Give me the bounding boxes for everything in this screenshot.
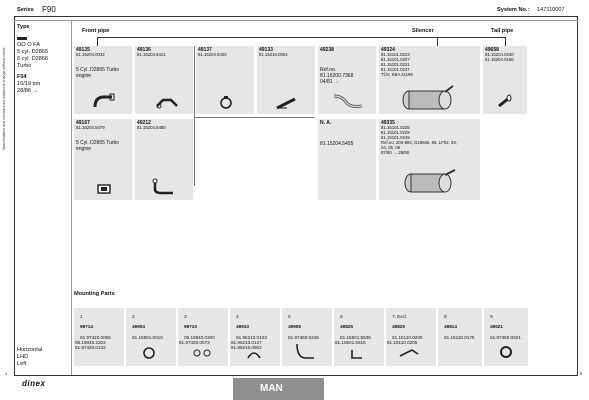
washers-icon <box>192 348 212 358</box>
part-ref: 81.15210.0054 <box>259 52 288 57</box>
mount-number: 49814 <box>444 324 457 330</box>
mount-refs: 81.96210.0103 81.96210.0127 81.96210.0902 <box>231 334 267 350</box>
mount-label <box>387 309 422 350</box>
part-desc: 5 Cyl. D2865 Turbo engine <box>76 140 120 152</box>
mount-card-49621[interactable] <box>484 308 528 366</box>
mount-card-49814[interactable] <box>438 308 482 366</box>
part-ref: 81.15204.5480 <box>137 125 166 130</box>
part-number: 49135 <box>76 47 90 53</box>
tail-pipe-heading: Tail pipe <box>491 28 514 34</box>
part-card-49137[interactable] <box>196 46 254 114</box>
model-line-1: 28/86 → <box>17 88 39 94</box>
bracket-icon <box>275 96 297 110</box>
mount-refs: 81.15501.5536 81.15501.5516 <box>335 334 371 345</box>
mount-number: 49904 <box>132 324 145 330</box>
clamp-icon <box>218 96 234 110</box>
band-clamp-icon <box>498 344 514 360</box>
part-number: N. A. <box>320 120 332 126</box>
page-right-number: 5 <box>580 371 583 376</box>
mount-refs: 81.15501.0010 <box>132 334 163 340</box>
clamp-icon <box>246 348 262 362</box>
part-number: 49133 <box>259 47 273 53</box>
series-value: F90 <box>42 5 56 14</box>
left-border <box>14 16 15 376</box>
bottom-border <box>14 375 578 376</box>
mount-index: 3 <box>184 314 187 320</box>
part-desc: 5 Cyl. D2865 Turbo engine <box>76 67 120 79</box>
type-line-3: Turbo <box>17 63 32 69</box>
part-card-49324[interactable] <box>379 46 480 114</box>
part-number: 49167 <box>76 120 90 126</box>
mount-refs: 81.97460.5245 <box>288 334 319 340</box>
tail-connector <box>437 37 505 38</box>
mount-refs: 81.97460.0021 <box>490 334 521 340</box>
part-ref: 81.15101.0223 81.15101.0207 81.15101.0231 81.15101.0247 TÜV, KBA 21199 <box>381 52 413 77</box>
strap-icon <box>294 342 316 362</box>
part-ref: 81.15101.0225 81.15101.0229 81.15101.0249 Ref.no. 206-884, D28665, 86, LF02, 03, 04, 05, 06 07/80 → 28/90 <box>381 125 457 155</box>
mount-card-49905[interactable] <box>282 308 332 366</box>
part-card-49133[interactable] <box>257 46 315 114</box>
flange-icon <box>96 183 112 195</box>
mount-label <box>127 309 163 345</box>
tail-drop <box>505 37 506 46</box>
mounting-parts-heading: Mounting Parts <box>74 291 115 297</box>
mount-label <box>439 309 474 345</box>
system-value: 147110007 <box>537 7 565 13</box>
silencer-heading: Silencer <box>412 28 434 34</box>
mount-label <box>485 309 521 345</box>
part-ref: 81.15204.0230 81.15204.0186 <box>485 52 514 62</box>
right-border <box>577 16 578 376</box>
part-ref: 81.15204.5420 <box>198 52 227 57</box>
system-label: System No.: <box>497 7 530 13</box>
front-connector <box>97 37 437 38</box>
model-heading: F04 <box>17 74 27 80</box>
mount-number: 49825 <box>340 324 353 330</box>
silencer-icon <box>399 84 455 112</box>
mount-card-49826[interactable] <box>386 308 436 366</box>
mount-index: 1 <box>80 314 83 320</box>
mount-label <box>283 309 319 345</box>
top-border <box>14 16 578 17</box>
page-left-number: 1 <box>5 371 8 376</box>
curved-pipe-icon <box>332 92 364 110</box>
type-heading: Type <box>17 24 30 30</box>
model-line-0: 16/19 ton <box>17 81 41 87</box>
mount-index: 6 <box>340 314 343 320</box>
series-label: Series <box>17 7 34 13</box>
mount-index: 7. Excl. <box>392 314 408 320</box>
mount-refs: 06.19940.0300 81.97420.0073 <box>179 334 215 345</box>
mount-label <box>335 309 371 350</box>
part-number: 49335 <box>381 120 395 126</box>
bracket-icon <box>350 348 364 360</box>
part-desc: Ref.no. 81.15200.7368 04/81 → <box>320 67 354 85</box>
mount-index: 2 <box>132 314 135 320</box>
brand-logo: dinex <box>22 379 46 388</box>
mount-card-49910[interactable] <box>230 308 280 366</box>
front-drop-1 <box>97 37 98 46</box>
side-line: Left <box>17 361 27 367</box>
part-ref: 81.15204.0032 <box>76 52 105 57</box>
mount-card-49825[interactable] <box>334 308 384 366</box>
orientation-line: Horizontal <box>17 347 43 353</box>
mount-label <box>75 309 111 355</box>
hanger-icon <box>398 346 420 360</box>
mount-number: 99714 <box>80 324 93 330</box>
mount-refs: 81.97420.0065 06.19045.2203 81.97420.0132 <box>75 334 111 350</box>
part-card-49658[interactable] <box>483 46 527 114</box>
mount-refs: 81.15110.0200 81.15110.0205 <box>387 334 423 345</box>
drive-line: LHD <box>17 354 29 360</box>
mount-index: 8 <box>444 314 447 320</box>
elbow-pipe-icon <box>151 177 177 197</box>
part-number: 49212 <box>137 120 151 126</box>
part-card-49135[interactable] <box>74 46 132 114</box>
part-ref: 81.15204.5421 <box>137 52 166 57</box>
mount-number: 49910 <box>236 324 249 330</box>
part-number: 49238 <box>320 47 334 53</box>
part-ref: 81.15204.5479 <box>76 125 105 130</box>
part-card-49335[interactable] <box>379 119 480 200</box>
mount-card-49904[interactable] <box>126 308 176 366</box>
part-card-na[interactable] <box>318 119 376 200</box>
mount-refs: 81.15110.0175 <box>444 334 475 340</box>
header-underline <box>14 20 578 21</box>
ring-icon <box>142 346 156 360</box>
part-card-49212[interactable] <box>135 119 193 200</box>
mount-index: 9 <box>490 314 493 320</box>
mount-label <box>179 309 215 350</box>
silencer-drop <box>437 37 438 46</box>
part-number: 49136 <box>137 47 151 53</box>
type-line-2: 6 cyl. D2866 <box>17 56 49 62</box>
part-card-49136[interactable] <box>135 46 193 114</box>
make-label: MAN <box>260 383 283 394</box>
part-number: 49137 <box>198 47 212 53</box>
bent-pipe-icon <box>92 93 116 111</box>
part-number: 49658 <box>485 47 499 53</box>
vertical-disclaimer: Specifications and numbers are subject to change without notice <box>2 47 6 150</box>
mount-card-99714[interactable] <box>74 308 124 366</box>
mount-number: 49905 <box>288 324 301 330</box>
part-card-49167[interactable] <box>74 119 132 200</box>
front-split <box>194 46 195 186</box>
part-desc: 81.15204.5455 <box>320 141 354 147</box>
type-line-0: O̶O O FA <box>17 42 41 48</box>
mount-card-99710[interactable] <box>178 308 228 366</box>
sidebar-divider <box>71 20 72 375</box>
type-line-1: 5 cyl. D2865 <box>17 49 49 55</box>
mount-number: 99710 <box>184 324 197 330</box>
front-pipe-heading: Front pipe <box>82 28 110 34</box>
truck-icon <box>17 37 27 40</box>
part-number: 49324 <box>381 47 395 53</box>
row-split <box>194 117 314 118</box>
mount-number: 49826 <box>392 324 405 330</box>
flex-pipe-icon <box>155 96 179 110</box>
silencer-icon <box>401 167 457 197</box>
mount-number: 49621 <box>490 324 503 330</box>
part-card-49238[interactable] <box>318 46 376 114</box>
tail-pipe-icon <box>497 94 513 110</box>
mount-index: 5 <box>288 314 291 320</box>
mount-index: 4 <box>236 314 239 320</box>
